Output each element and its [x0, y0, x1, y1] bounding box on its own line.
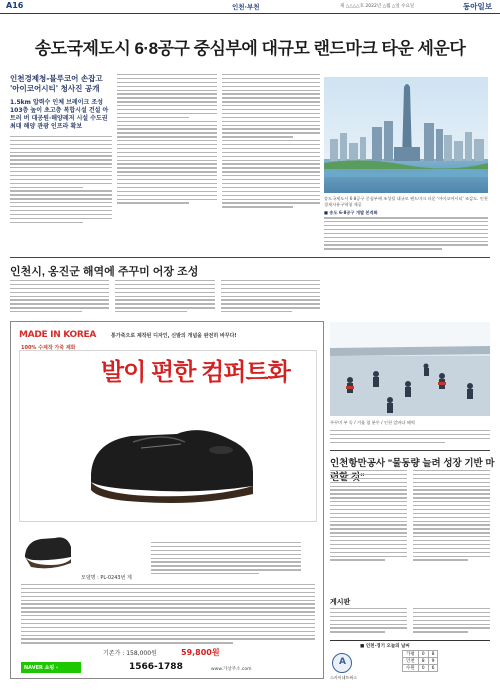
- headline-main: 송도국제도시 6·8공구 중심부에 대규모 랜드마크 타운 세운다: [34, 39, 466, 58]
- weather-high: 9: [428, 658, 438, 665]
- weather-row: [403, 658, 438, 665]
- skyline-illustration: [324, 77, 488, 193]
- weather-label: ■ 인천·경기 오늘의 날씨: [360, 644, 410, 649]
- ad-title: 발이 편한 컴퍼트화: [101, 359, 290, 386]
- section-title: 인천·부천: [232, 3, 260, 11]
- weather-row: [403, 665, 438, 672]
- city-rendering-photo: [324, 77, 488, 193]
- weather-high: 6: [428, 665, 438, 672]
- ad-phone[interactable]: 1566-1788: [129, 662, 183, 672]
- fishing-photo: [330, 322, 490, 416]
- shoe-thumbnail: [21, 527, 75, 571]
- article-column-3: [222, 74, 320, 252]
- newspaper-logo: 동아일보: [463, 2, 492, 11]
- headline-third: 인천항만공사 "물동량 늘려 성장 기반 마: [330, 458, 495, 469]
- article-kicker-2: 1.5km 압력수 인체 브레이크 조성 103층 높이 초고층 복합시설 건설 아트러 버 대공원·해양레저 시설 수도권 최대 해양 관광 인프라 확보: [10, 99, 109, 130]
- weather-high: 8: [428, 651, 438, 658]
- article-2-body: [10, 280, 320, 316]
- issue-info: 제 △△△△호 2022년 △월 △일 수요일: [340, 4, 415, 9]
- weather-low: 8: [418, 658, 428, 665]
- weather-city: 가평: [403, 651, 419, 658]
- shoe-image: [81, 402, 261, 512]
- weather-row: [403, 651, 438, 658]
- ad-subline: 100% 수제작 가죽 제화: [21, 345, 76, 351]
- subhead: ■ 송도 6·8공구 개발 본격화: [324, 210, 378, 215]
- article-3-body: [330, 470, 490, 592]
- body-text: [117, 74, 217, 204]
- page-number: A16: [6, 1, 24, 10]
- photo-caption-1: 송도국제도시 6·8공구 중심부에 조성될 대규모 랜드마크 타운 '아이코어시티' 조감도. 인천경제자유구역청 제공: [324, 196, 488, 207]
- ad-website[interactable]: www.가상주소.com: [211, 667, 252, 672]
- naver-shopping-badge[interactable]: NAVER 쇼핑 ‹: [21, 662, 81, 673]
- weather-low: 0: [418, 651, 428, 658]
- section-divider: [10, 257, 490, 258]
- fishing-scene-illustration: [330, 322, 490, 416]
- ad-features: [151, 542, 301, 574]
- article-kicker: 인천경제청-블루코어 손잡고 '아이코어시티' 청사진 공개: [10, 74, 103, 93]
- weather-brand: 스카이네트웍스: [330, 675, 358, 680]
- ad-description: [21, 584, 315, 644]
- weather-table: [402, 650, 438, 672]
- weather-low: 0: [418, 665, 428, 672]
- weather-brand-icon: A: [332, 653, 352, 673]
- weather-city: 인천: [403, 658, 419, 665]
- photo-caption-2: 주꾸미 부 독 / 겨울 철 분투 / 인천 앞바다 해역: [330, 420, 415, 425]
- notice-board: [330, 608, 490, 638]
- article-column-1: [10, 74, 112, 252]
- ad-regular-price: 기존가 : 158,000원: [103, 650, 157, 657]
- body-text: [222, 74, 320, 208]
- ad-sale-price: 59,800원: [181, 648, 220, 657]
- body-text: [10, 136, 112, 223]
- weather-city: 수원: [403, 665, 419, 672]
- weather-box: [330, 640, 490, 684]
- headline-second: 인천시, 옹진군 해역에 주꾸미 어장 조성: [10, 266, 199, 278]
- article-column-2: [117, 74, 217, 252]
- article-column-4: [324, 210, 488, 256]
- photo-caption-body: [330, 430, 490, 443]
- ad-model: 모델명 : PL-0243번 계: [81, 575, 132, 581]
- page-header: [0, 0, 500, 14]
- ad-made-in-korea: MADE IN KOREA: [19, 330, 97, 340]
- ad-tagline: 통가죽으로 제작된 디자인, 신발의 개념을 완전히 바꾸다!: [111, 333, 237, 339]
- body-text: [324, 217, 488, 249]
- section-divider: [330, 450, 490, 451]
- notice-board-title: 게시판: [330, 598, 351, 606]
- shoe-advertisement[interactable]: [10, 321, 324, 679]
